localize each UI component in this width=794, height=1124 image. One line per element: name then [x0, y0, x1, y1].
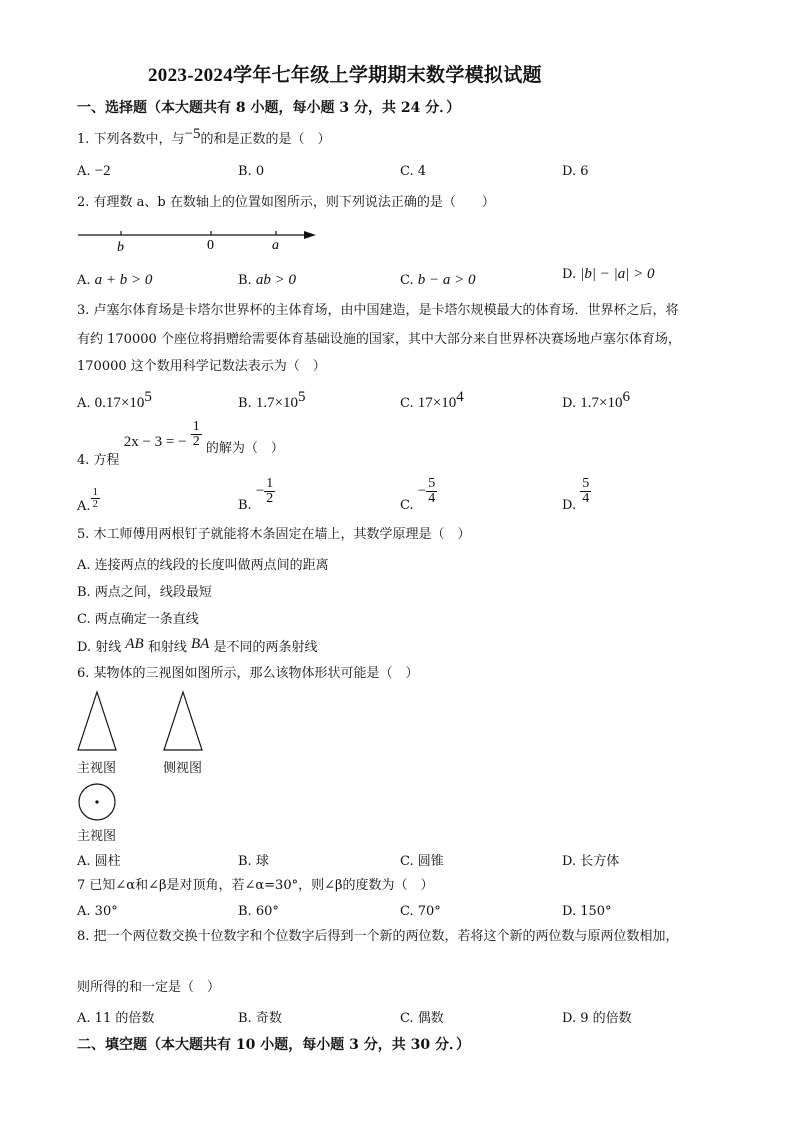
top-view-circle — [76, 782, 120, 822]
page-title: 2023-2024学年七年级上学期期末数学模拟试题 — [148, 65, 542, 86]
q7-option-c[interactable]: C. 70° — [400, 904, 441, 919]
question-1-text: 1. 下列各数中，与 — [77, 132, 185, 147]
q1-option-b[interactable]: B. 0 — [238, 164, 265, 179]
label-b: b — [117, 240, 124, 255]
q2-option-b[interactable]: B. ab > 0 — [238, 272, 296, 288]
q1-option-d[interactable]: D. 6 — [562, 164, 589, 179]
caption-top-view: 主视图 — [77, 829, 117, 844]
question-8-line-2: 则所得的和一定是（ ） — [77, 980, 221, 995]
question-4-fraction: $\frac{1}{2}$ — [192, 419, 200, 449]
question-4 — [77, 419, 284, 468]
q8-option-d[interactable]: D. 9 的倍数 — [562, 1011, 632, 1026]
q6-option-a[interactable]: A. 圆柱 — [77, 854, 121, 869]
q3-option-b[interactable]: B. $1.7\times 10^5$ — [238, 389, 306, 411]
number-line-arrow — [304, 231, 316, 239]
q5-option-b[interactable]: B. 两点之间，线段最短 — [77, 585, 212, 600]
side-view-triangle — [162, 690, 206, 752]
q3-option-c[interactable]: C. $17\times 10^4$ — [400, 389, 464, 411]
q5-option-a[interactable]: A. 连接两点的线段的长度叫做两点间的距离 — [77, 558, 329, 573]
q7-option-a[interactable]: A. 30° — [77, 904, 118, 919]
q7-option-b[interactable]: B. 60° — [238, 904, 279, 919]
question-4-equation: 2x − 3 = − — [123, 434, 187, 450]
question-5: 5. 木工师傅用两根钉子就能将木条固定在墙上，其数学原理是（ ） — [77, 527, 471, 542]
q3-option-a[interactable]: A. $0.17\times 10^5$ — [77, 389, 152, 411]
q7-option-d[interactable]: D. 150° — [562, 904, 612, 919]
q5-option-d[interactable]: D. 射线 AB 和射线 BA 是不同的两条射线 — [77, 636, 318, 655]
question-4-text-end: 的解为（ ） — [205, 441, 284, 456]
caption-side-view: 侧视图 — [163, 761, 203, 776]
q2-option-c[interactable]: C. b − a > 0 — [400, 272, 476, 288]
label-zero: 0 — [207, 238, 214, 253]
number-line-figure — [76, 225, 322, 257]
q2-option-d[interactable]: D. |b| − |a| > 0 — [562, 266, 655, 282]
caption-front-view: 主视图 — [77, 761, 117, 776]
q8-option-c[interactable]: C. 偶数 — [400, 1011, 444, 1026]
question-8-line-1: 8. 把一个两位数交换十位数字和个位数字后得到一个新的两位数，若将这个新的两位数与原两位数相加， — [77, 929, 679, 944]
question-4-text: 4. 方程 — [77, 453, 120, 468]
q6-option-d[interactable]: D. 长方体 — [562, 854, 620, 869]
question-6: 6. 某物体的三视图如图所示，那么该物体形状可能是（ ） — [77, 666, 419, 681]
question-3-line-3: 170000 这个数用科学记数法表示为（ ） — [77, 359, 326, 374]
q6-option-c[interactable]: C. 圆锥 — [400, 854, 444, 869]
question-3-line-2: 有约 170000 个座位将捐赠给需要体育基础设施的国家，其中大部分来自世界杯决赛场地卢塞尔体育场， — [77, 332, 681, 347]
q4-option-a[interactable]: A. $\frac{1}{2}$ — [77, 486, 99, 514]
q4-option-b[interactable]: B. − $\frac{1}{2}$ — [238, 476, 274, 513]
q3-option-d[interactable]: D. $1.7\times 10^6$ — [562, 389, 630, 411]
q8-option-a[interactable]: A. 11 的倍数 — [77, 1011, 155, 1026]
front-view-triangle — [76, 690, 120, 752]
question-1-math: −5 — [184, 126, 201, 142]
q1-option-a[interactable]: A. −2 — [77, 163, 111, 179]
label-a: a — [272, 238, 279, 253]
question-1-text-end: 的和是正数的是（ ） — [200, 132, 331, 147]
center-dot — [95, 800, 98, 803]
question-1 — [77, 126, 331, 149]
q4-option-d[interactable]: D. $\frac{5}{4}$ — [562, 476, 590, 513]
q8-option-b[interactable]: B. 奇数 — [238, 1011, 282, 1026]
question-2: 2. 有理数 a、b 在数轴上的位置如图所示，则下列说法正确的是（ ） — [77, 195, 495, 210]
section-1-heading: 一、选择题（本大题共有 8 小题，每小题 3 分，共 24 分．） — [77, 100, 461, 116]
q6-option-b[interactable]: B. 球 — [238, 854, 269, 869]
q4-option-c[interactable]: C. − $\frac{5}{4}$ — [400, 476, 436, 513]
question-7: 7 已知∠α和∠β是对顶角，若∠α=30°，则∠β的度数为（ ） — [77, 878, 434, 893]
q1-option-c[interactable]: C. 4 — [400, 164, 427, 179]
q5-option-c[interactable]: C. 两点确定一条直线 — [77, 612, 199, 627]
section-2-heading: 二、填空题（本大题共有 10 小题，每小题 3 分，共 30 分．） — [77, 1037, 470, 1053]
question-3-line-1: 3. 卢塞尔体育场是卡塔尔世界杯的主体育场，由中国建造，是卡塔尔规模最大的体育场．世界杯之后，将 — [77, 303, 679, 318]
q2-option-a[interactable]: A. a + b > 0 — [77, 272, 153, 288]
